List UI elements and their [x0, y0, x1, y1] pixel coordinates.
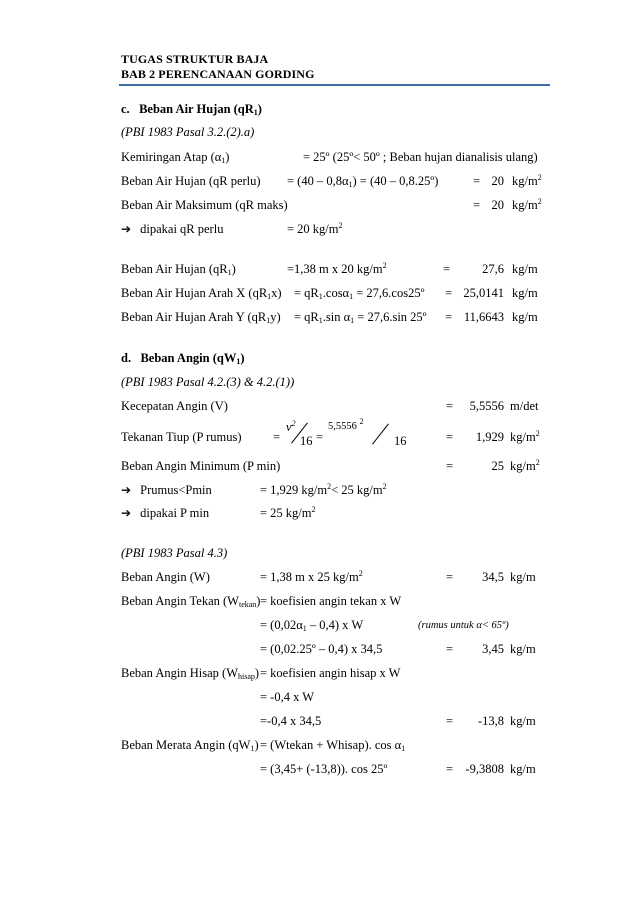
label-text: dipakai qR perlu	[140, 222, 224, 236]
eq-tekanan-left: =	[273, 430, 281, 444]
expr-sup: 2	[327, 482, 332, 491]
num-sup: 2	[359, 417, 364, 426]
label-text: Beban Air Hujan Arah X (qR	[121, 286, 268, 300]
unit-qr1-x: kg/m	[512, 286, 538, 300]
label-end: y)	[270, 310, 281, 324]
label-kemiringan	[121, 150, 229, 164]
label-tekanan: Tekanan Tiup (P rumus)	[121, 430, 242, 444]
label-qr1	[121, 262, 236, 276]
section-d-prefix: d.	[121, 351, 132, 365]
label-sub: 1	[227, 268, 232, 277]
section-c-ref: (PBI 1983 Pasal 3.2.(2).a)	[121, 125, 255, 139]
unit-qr1: kg/m	[512, 262, 538, 276]
value-qr1-y: 11,6643	[463, 310, 504, 324]
unit-text: kg/m	[510, 430, 536, 444]
label-angin-tekan	[121, 594, 260, 608]
expr-text: = 25 kg/m	[260, 506, 312, 520]
num-text: 5,5556	[328, 421, 357, 432]
value-qr-perlu: 20	[491, 174, 504, 188]
unit-text: kg/m	[512, 198, 538, 212]
unit-sup: 2	[535, 429, 540, 438]
expr-end: .cosα	[322, 286, 350, 300]
expr-end: – 0,4) x W	[306, 618, 364, 632]
num-sup: 2	[291, 419, 296, 428]
eq-angin-hisap: =	[446, 714, 454, 728]
expr-sub2: 1	[349, 292, 354, 301]
expr-end2: = 27,6.cos25º	[353, 286, 425, 300]
expr-text: =1,38 m x 20 kg/m	[287, 262, 383, 276]
eq-qr-perlu: =	[473, 174, 481, 188]
value-angin-tekan: 3,45	[482, 642, 504, 656]
label-text: Kemiringan Atap (α	[121, 150, 222, 164]
expr-end2: = 27,6.sin 25º	[354, 310, 427, 324]
section-c-title-sub: 1	[253, 108, 258, 117]
label-sub: hisap	[238, 672, 255, 681]
section-c-title-suffix: )	[257, 102, 262, 116]
section-c-title	[121, 102, 262, 116]
label-text: Beban Angin Hisap (W	[121, 666, 238, 680]
expr-sub: 1	[401, 744, 406, 753]
label-end: )	[254, 738, 259, 752]
expr-angin-hisap-2: = -0,4 x W	[260, 690, 315, 704]
eq-angin-tekan: =	[446, 642, 454, 656]
expr-text: = 20 kg/m	[287, 222, 339, 236]
label-text: dipakai P min	[140, 506, 210, 520]
unit-merata-angin: kg/m	[510, 762, 536, 776]
expr-merata-angin	[260, 738, 405, 752]
value-merata-angin: -9,3808	[465, 762, 504, 776]
value-minimum: 25	[491, 459, 504, 473]
expr-sub: 1	[318, 316, 323, 325]
expr-angin-tekan-2	[260, 618, 363, 632]
unit-text: kg/m	[512, 174, 538, 188]
unit-kecepatan: m/det	[510, 399, 539, 413]
value-beban-angin: 34,5	[482, 570, 504, 584]
expr-kemiringan: = 25º (25º< 50º ; Beban hujan dianalisis ulang)	[303, 150, 538, 164]
label-angin-hisap	[121, 666, 259, 680]
arrow-right-icon: ➔	[121, 483, 132, 497]
label-end: )	[231, 262, 236, 276]
eq-merata-angin: =	[446, 762, 454, 776]
expr-qr1	[287, 262, 387, 276]
label-text: Beban Air Hujan (qR	[121, 262, 228, 276]
expr-sup: 2	[358, 569, 363, 578]
frac2-numerator	[328, 417, 364, 434]
label-sub: 1	[266, 316, 271, 325]
expr-text: = 1,929 kg/m	[260, 483, 328, 497]
eq-qr1: =	[443, 262, 451, 276]
expr-sup: 2	[382, 261, 387, 270]
unit-beban-angin: kg/m	[510, 570, 536, 584]
doc-header-line2: BAB 2 PERENCANAAN GORDING	[121, 67, 315, 81]
expr-sub: 1	[318, 292, 323, 301]
unit-qr1-y: kg/m	[512, 310, 538, 324]
label-end: x)	[271, 286, 282, 300]
label-sub: tekan	[238, 600, 257, 609]
eq-qr1-x: =	[445, 286, 453, 300]
label-sub: 1	[221, 156, 226, 165]
section-d-title-text: Beban Angin (qW	[140, 351, 237, 365]
expr-text: = qR	[294, 286, 319, 300]
label-sub: 1	[250, 744, 255, 753]
label-beban-angin: Beban Angin (W)	[121, 570, 210, 584]
unit-minimum	[510, 459, 540, 473]
label-text: Prumus<Pmin	[140, 483, 212, 497]
doc-header-line1: TUGAS STRUKTUR BAJA	[121, 52, 269, 66]
value-angin-hisap: -13,8	[477, 714, 504, 728]
section-d-ref2: (PBI 1983 Pasal 4.3)	[121, 546, 228, 560]
expr-dipakai-qr	[287, 222, 343, 236]
label-end: )	[256, 594, 261, 608]
value-tekanan: 1,929	[475, 430, 504, 444]
label-qr-maks: Beban Air Maksimum (qR maks)	[121, 198, 288, 212]
eq-minimum: =	[446, 459, 454, 473]
label-text: Beban Merata Angin (qW	[121, 738, 251, 752]
unit-qr-perlu	[512, 174, 542, 188]
section-c-title-text: Beban Air Hujan (qR	[139, 102, 254, 116]
eq-kecepatan: =	[446, 399, 454, 413]
value-qr-maks: 20	[491, 198, 504, 212]
expr-beban-angin	[260, 570, 363, 584]
eq-qr-maks: =	[473, 198, 481, 212]
frac1-numerator	[286, 420, 296, 434]
expr-sup: 2	[311, 505, 316, 514]
section-d-title	[121, 351, 245, 365]
section-d-ref: (PBI 1983 Pasal 4.2.(3) & 4.2.(1))	[121, 375, 295, 389]
label-end: )	[225, 150, 230, 164]
label-end: )	[254, 666, 260, 680]
unit-sup: 2	[535, 458, 540, 467]
eq-tekanan: =	[446, 430, 454, 444]
arrow-right-icon: ➔	[121, 506, 132, 520]
expr-cond-prumus	[260, 483, 387, 497]
num-text: v	[286, 420, 292, 434]
expr-sup2: 2	[382, 482, 387, 491]
expr-sub: 1	[348, 180, 353, 189]
unit-angin-hisap: kg/m	[510, 714, 536, 728]
arrow-right-icon: ➔	[121, 222, 132, 236]
label-kecepatan: Kecepatan Angin (V)	[121, 399, 228, 413]
expr-sup: 2	[338, 221, 343, 230]
frac2-denominator: 16	[394, 434, 407, 448]
label-qr1-x	[121, 286, 282, 300]
expr-qr-perlu	[287, 174, 438, 188]
expr-text: = (40 – 0,8α	[287, 174, 349, 188]
header-rule	[119, 84, 550, 86]
label-sub: 1	[267, 292, 272, 301]
value-kecepatan: 5,5556	[469, 399, 504, 413]
unit-angin-tekan: kg/m	[510, 642, 536, 656]
label-qr1-y	[121, 310, 281, 324]
label-cond-prumus	[121, 483, 212, 497]
expr-text: = 1,38 m x 25 kg/m	[260, 570, 359, 584]
unit-tekanan	[510, 430, 540, 444]
expr-dipakai-pmin	[260, 506, 316, 520]
frac2-slash	[372, 423, 389, 444]
expr-end: .sin α	[322, 310, 351, 324]
expr-text: = qR	[294, 310, 319, 324]
expr-merata-angin-2: = (3,45+ (-13,8)). cos 25º	[260, 762, 388, 776]
expr-angin-tekan: = koefisien angin tekan x W	[260, 594, 402, 608]
expr-text: = (Wtekan + Whisap). cos α	[260, 738, 402, 752]
label-minimum: Beban Angin Minimum (P min)	[121, 459, 281, 473]
expr-sub2: 1	[350, 316, 355, 325]
unit-sup: 2	[537, 173, 542, 182]
expr-qr1-y	[294, 310, 427, 324]
eq-qr1-y: =	[445, 310, 453, 324]
expr-end: ) = (40 – 0,8.25º)	[352, 174, 439, 188]
expr-qr1-x	[294, 286, 424, 300]
label-text: Beban Angin Tekan (W	[121, 594, 239, 608]
label-dipakai-pmin	[121, 506, 209, 520]
expr-angin-hisap: = koefisien angin hisap x W	[260, 666, 401, 680]
expr-angin-hisap-3: =-0,4 x 34,5	[260, 714, 322, 728]
label-text: Beban Air Hujan Arah Y (qR	[121, 310, 267, 324]
value-qr1: 27,6	[482, 262, 504, 276]
expr-mid: < 25 kg/m	[331, 483, 383, 497]
expr-text: = (0,02α	[260, 618, 303, 632]
unit-text: kg/m	[510, 459, 536, 473]
frac1-denominator: 16	[300, 434, 313, 448]
label-dipakai-qr	[121, 222, 223, 236]
note-rumus: (rumus untuk α< 65º)	[418, 620, 509, 631]
section-c-prefix: c.	[121, 102, 130, 116]
expr-sub: 1	[302, 624, 307, 633]
section-d-title-sub: 1	[236, 357, 241, 366]
expr-angin-tekan-3: = (0,02.25º – 0,4) x 34,5	[260, 642, 383, 656]
unit-sup: 2	[537, 197, 542, 206]
label-merata-angin	[121, 738, 259, 752]
label-qr-perlu: Beban Air Hujan (qR perlu)	[121, 174, 261, 188]
unit-qr-maks	[512, 198, 542, 212]
eq-beban-angin: =	[446, 570, 454, 584]
eq-tekanan-mid: =	[316, 430, 324, 444]
value-qr1-x: 25,0141	[463, 286, 504, 300]
section-d-title-suffix: )	[240, 351, 245, 365]
